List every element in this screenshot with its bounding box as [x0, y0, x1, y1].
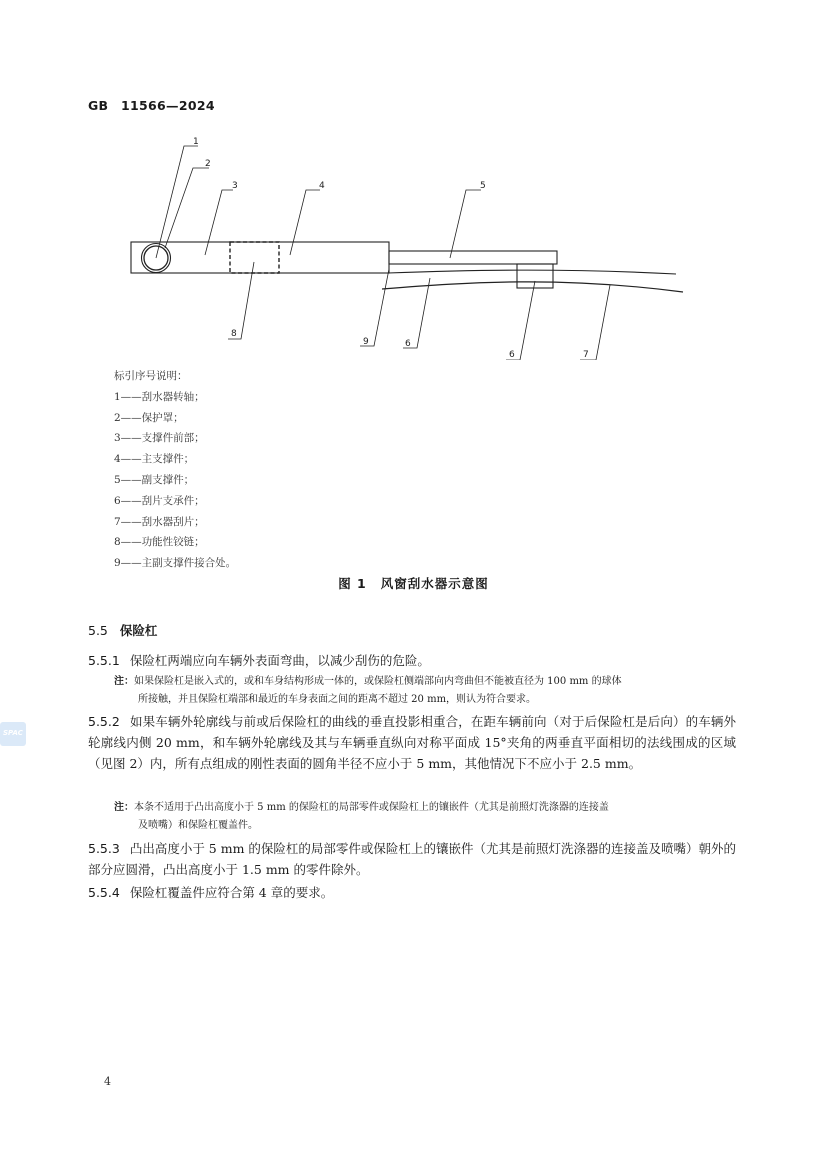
clause-5-5-1 [88, 650, 736, 671]
functional-hinge [230, 242, 279, 273]
figure-title: 风窗刮水器示意图 [380, 576, 489, 591]
callout-6a: 6 [405, 339, 411, 349]
secondary-support [389, 251, 557, 264]
note-5-5-1 [114, 673, 736, 713]
legend-item: 1——刮水器转轴； [114, 390, 205, 403]
wiper-blade-upper [388, 270, 676, 274]
callout-6b: 6 [509, 350, 515, 360]
clause-number: 5.5.2 [88, 714, 120, 729]
callout-5: 5 [480, 181, 486, 191]
note-5-5-2 [114, 799, 736, 839]
legend-item: 8——功能性铰链； [114, 536, 205, 549]
figure-caption [0, 574, 827, 592]
note-text-line1: 如果保险杠是嵌入式的，或和车身结构形成一体的，或保险杠侧端部向内弯曲但不能被直径为 100 mm 的球体 [134, 676, 622, 687]
legend-item: 7——刮水器刮片； [114, 515, 205, 528]
callout-8: 8 [231, 329, 237, 339]
callout-1: 1 [193, 137, 199, 147]
legend-title: 标引序号说明： [114, 370, 188, 382]
blade-holder [517, 264, 553, 288]
legend-item: 2——保护罩； [114, 411, 184, 424]
legend-item: 3——支撑件前部； [114, 432, 205, 445]
clause-number: 5.5.3 [88, 841, 120, 856]
clause-text: 保险杠两端应向车辆外表面弯曲，以减少刮伤的危险。 [129, 653, 430, 668]
clause-text: 如果车辆外轮廓线与前或后保险杠的曲线的垂直投影相重合，在距车辆前向（对于后保险杠是后向）的车辆外轮廓线内侧 20 mm，和车辆外轮廓线及其与车辆垂直纵向对称平面成 15°夹角的两垂直平面相切的法线围成的区域（见图 2）内，所有点组成的刚性表面的圆角半径不应小于 5 mm，其他情况下不应小于 2.5 mm。 [88, 714, 736, 771]
callout-9: 9 [363, 337, 369, 347]
note-label: 注： [114, 676, 134, 687]
section-title: 保险杠 [119, 623, 158, 638]
standard-code: 11566—2024 [121, 98, 215, 113]
page-number: 4 [104, 1075, 111, 1088]
legend-item: 9——主副支撑件接合处。 [114, 557, 237, 570]
callout-7: 7 [583, 350, 589, 360]
clause-text: 保险杠覆盖件应符合第 4 章的要求。 [129, 885, 334, 900]
clause-text: 凸出高度小于 5 mm 的保险杠的局部零件或保险杠上的镶嵌件（尤其是前照灯洗涤器的连接盖及喷嘴）朝外的部分应圆滑，凸出高度小于 1.5 mm 的零件除外。 [88, 841, 736, 877]
section-heading [88, 621, 157, 639]
note-text-line1: 本条不适用于凸出高度小于 5 mm 的保险杠的局部零件或保险杠上的镶嵌件（尤其是前照灯洗涤器的连接盖 [134, 802, 609, 813]
standard-prefix: GB [88, 98, 109, 113]
figure-number: 图 1 [338, 576, 367, 591]
watermark-logo [0, 722, 26, 746]
clause-5-5-4 [88, 882, 736, 903]
clause-5-5-2 [88, 711, 736, 774]
callout-3: 3 [232, 181, 238, 191]
watermark-text: SPAC [3, 729, 23, 737]
wiper-blade-lower [382, 282, 683, 292]
callout-4: 4 [319, 181, 325, 191]
clause-5-5-3 [88, 838, 736, 880]
main-support-bar [131, 242, 389, 273]
wiper-diagram [0, 0, 827, 360]
note-label: 注： [114, 802, 134, 813]
section-number: 5.5 [88, 623, 108, 638]
clause-number: 5.5.4 [88, 885, 120, 900]
legend-item: 5——副支撑件； [114, 473, 195, 486]
note-text-line2: 及喷嘴）和保险杠覆盖件。 [138, 820, 258, 831]
clause-number: 5.5.1 [88, 653, 120, 668]
callout-2: 2 [205, 159, 211, 169]
legend-item: 6——刮片支承件； [114, 494, 205, 507]
legend-item: 4——主支撑件； [114, 453, 195, 466]
figure-legend [114, 366, 236, 574]
note-text-line2: 所接触，并且保险杠端部和最近的车身表面之间的距离不超过 20 mm，则认为符合要求。 [138, 694, 537, 705]
